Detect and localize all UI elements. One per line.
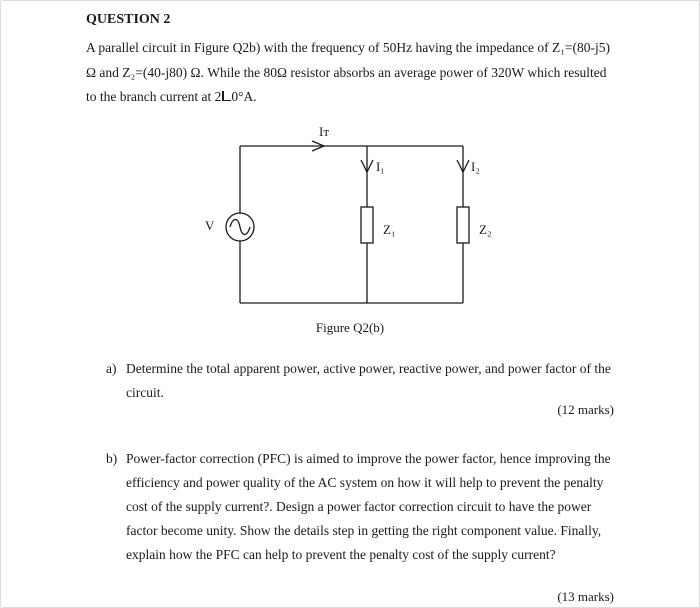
z1-impedance-box (361, 207, 373, 243)
z2-impedance-box (457, 207, 469, 243)
branch2-current-label: I₂ (471, 159, 480, 174)
total-current-label: Iᴛ (319, 124, 330, 139)
intro-line-3-end: 0°A. (231, 89, 257, 104)
intro-line-3-start: to the branch current at 2 (86, 89, 222, 104)
question-b-marks: (13 marks) (557, 589, 614, 604)
question-title: QUESTION 2 (86, 12, 171, 27)
sine-wave-icon (230, 220, 250, 235)
question-b-text: Power-factor correction (PFC) is aimed to improve the power factor, hence improving the efficiency and power quality of the AC system on how it will help to prevent the penalty cost of the supply current?. Design a power factor correction circuit to have the power factor become unity. Show the details step in getting the right component value. Finally, explain how the PFC can help to prevent the penalty cost of the supply current? (126, 451, 611, 562)
question-a-text: Determine the total apparent power, active power, reactive power, and power factor of the circuit. (126, 361, 611, 400)
source-voltage-label: V (205, 218, 215, 233)
question-a (106, 357, 626, 405)
question-b-label: b) (106, 451, 118, 466)
figure-caption: Figure Q2(b) (315, 320, 385, 335)
intro-line-1: A parallel circuit in Figure Q2b) with the frequency of 50Hz having the impedance of Z₁=(80-j5) (86, 40, 611, 55)
intro-line-2: Ω and Z₂=(40-j80) Ω. While the 80Ω resistor absorbs an average power of 320W which resulted (86, 64, 607, 80)
z1-label: Z₁ (383, 222, 396, 237)
branch1-current-label: I₁ (376, 159, 385, 174)
z2-label: Z₂ (479, 222, 492, 237)
question-a-marks: (12 marks) (557, 402, 614, 417)
question-a-label: a) (106, 361, 117, 376)
question-b (106, 447, 626, 567)
